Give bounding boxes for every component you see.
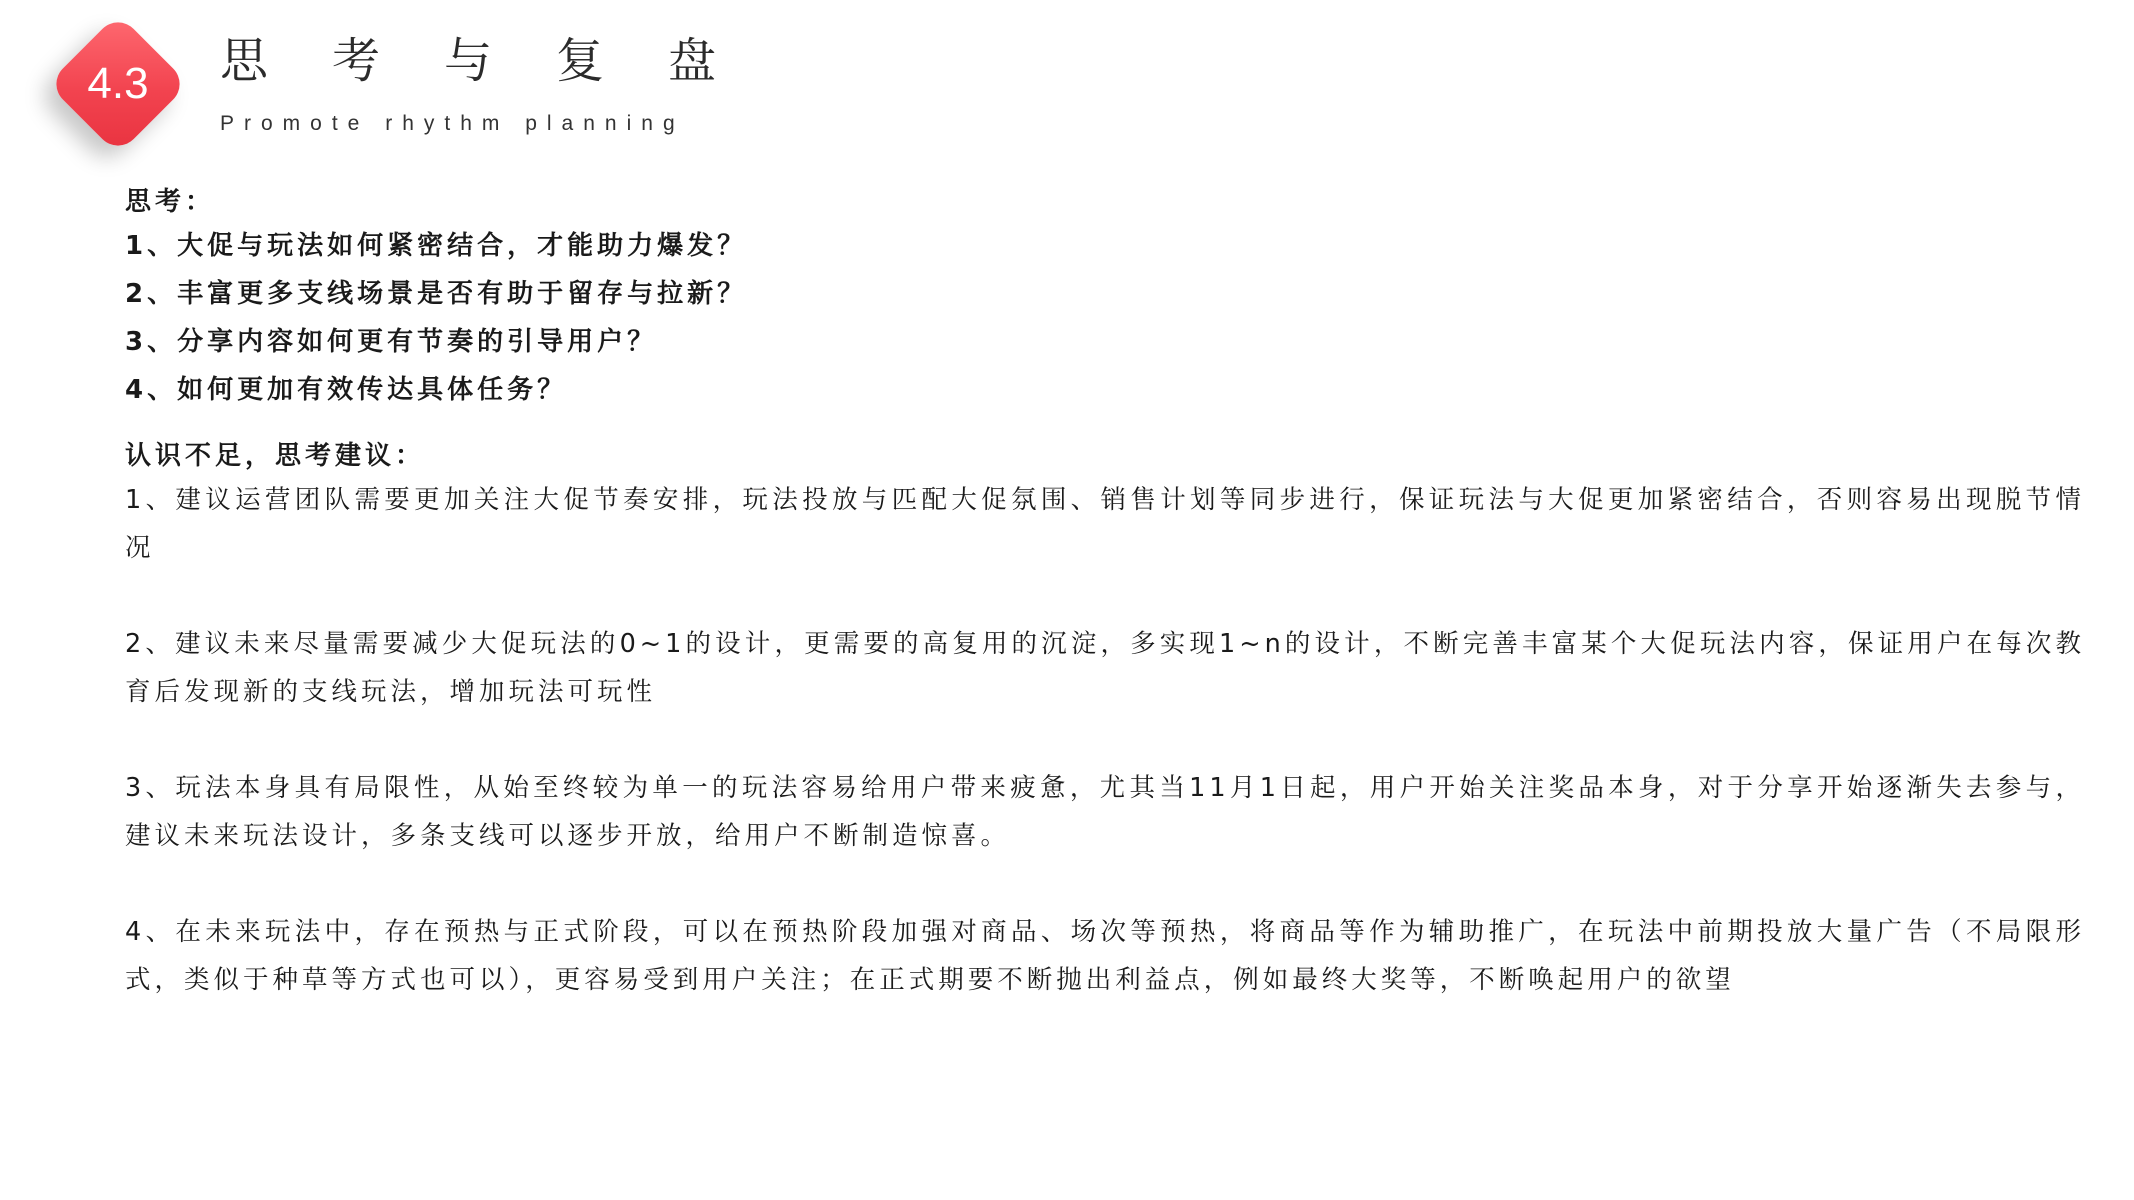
suggestion-paragraph: 2、建议未来尽量需要减少大促玩法的0~1的设计，更需要的高复用的沉淀，多实现1~n的设计，不断完善丰富某个大促玩法内容，保证用户在每次教育后发现新的支线玩法，增加玩法可玩性 [125,629,2085,707]
question-item: 2、丰富更多支线场景是否有助于留存与拉新？ [125,279,748,309]
suggestion-paragraph: 4、在未来玩法中，存在预热与正式阶段，可以在预热阶段加强对商品、场次等预热，将商品等作为辅助推广，在玩法中前期投放大量广告（不局限形式，类似于种草等方式也可以），更容易受到用户关注；在正式期要不断抛出利益点，例如最终大奖等，不断唤起用户的欲望 [125,917,2085,995]
section-number: 4.3 [87,59,149,108]
section-number-badge [48,14,188,154]
slide-subtitle: Promote rhythm planning [220,112,685,135]
suggestion-paragraph: 1、建议运营团队需要更加关注大促节奏安排，玩法投放与匹配大促氛围、销售计划等同步进行，保证玩法与大促更加紧密结合，否则容易出现脱节情况 [125,485,2085,563]
question-item: 1、大促与玩法如何紧密结合，才能助力爆发？ [125,231,748,261]
question-item: 4、如何更加有效传达具体任务？ [125,375,568,405]
question-item: 3、分享内容如何更有节奏的引导用户？ [125,327,658,357]
thinking-heading: 思考： [125,187,216,217]
slide-title: 思考与复盘 [220,33,781,89]
slide-content [125,182,2085,1004]
slide-header [0,0,2134,190]
suggestions-heading: 认识不足，思考建议： [125,441,426,471]
suggestion-paragraph: 3、玩法本身具有局限性，从始至终较为单一的玩法容易给用户带来疲惫，尤其当11月1日起，用户开始关注奖品本身，对于分享开始逐渐失去参与，建议未来玩法设计，多条支线可以逐步开放，给用户不断制造惊喜。 [125,773,2085,851]
